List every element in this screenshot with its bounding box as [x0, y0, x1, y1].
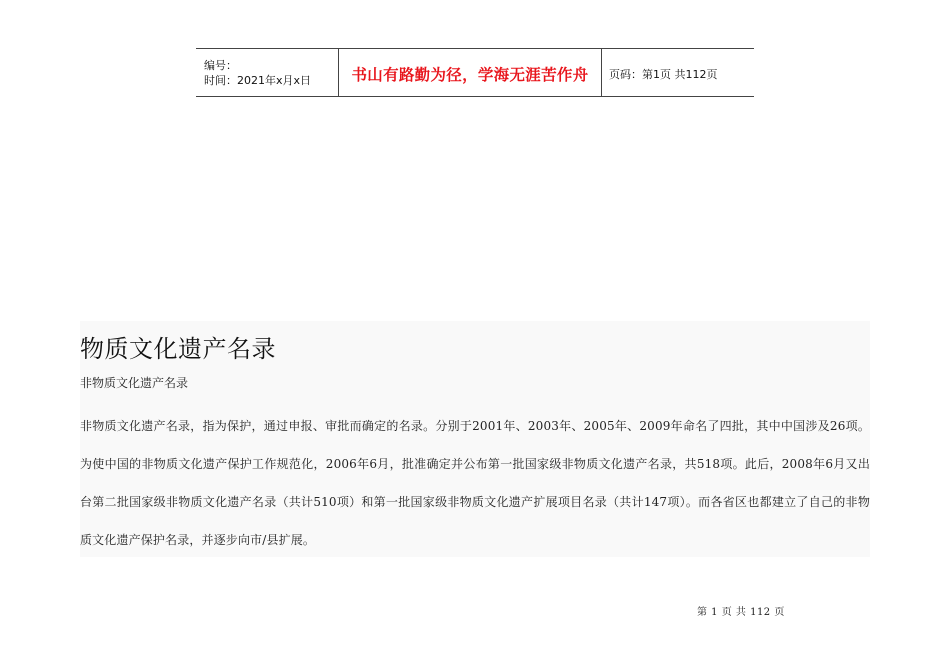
document-header: [196, 48, 754, 97]
number-label: 编号：: [204, 58, 237, 72]
body-paragraph: 非物质文化遗产名录，指为保护，通过申报、审批而确定的名录。分别于2001年、2003年、2005年、2009年命名了四批，其中中国涉及26项。为使中国的非物质文化遗产保护工作规范化，2006年6月，批准确定并公布第一批国家级非物质文化遗产名录，共518项。此后，2008年6月又出台第二批国家级非物质文化遗产名录（共计510项）和第一批国家级非物质文化遗产扩展项目名录（共计147项）。而各省区也都建立了自己的非物质文化遗产保护名录，并逐步向市/县扩展。: [80, 419, 870, 547]
header-motto-cell: [338, 49, 602, 96]
document-body: [80, 321, 870, 557]
header-meta: [196, 49, 338, 96]
header-page-code: 页码：第1页 共112页: [609, 68, 718, 81]
document-title: 物质文化遗产名录: [80, 335, 276, 363]
document-subtitle: 非物质文化遗产名录: [80, 376, 189, 390]
header-page-cell: [602, 49, 754, 96]
time-label: 时间：2021年x月x日: [204, 73, 312, 87]
page-footer: 第 1 页 共 112 页: [697, 607, 785, 618]
header-motto: 书山有路勤为径，学海无涯苦作舟: [351, 66, 589, 84]
